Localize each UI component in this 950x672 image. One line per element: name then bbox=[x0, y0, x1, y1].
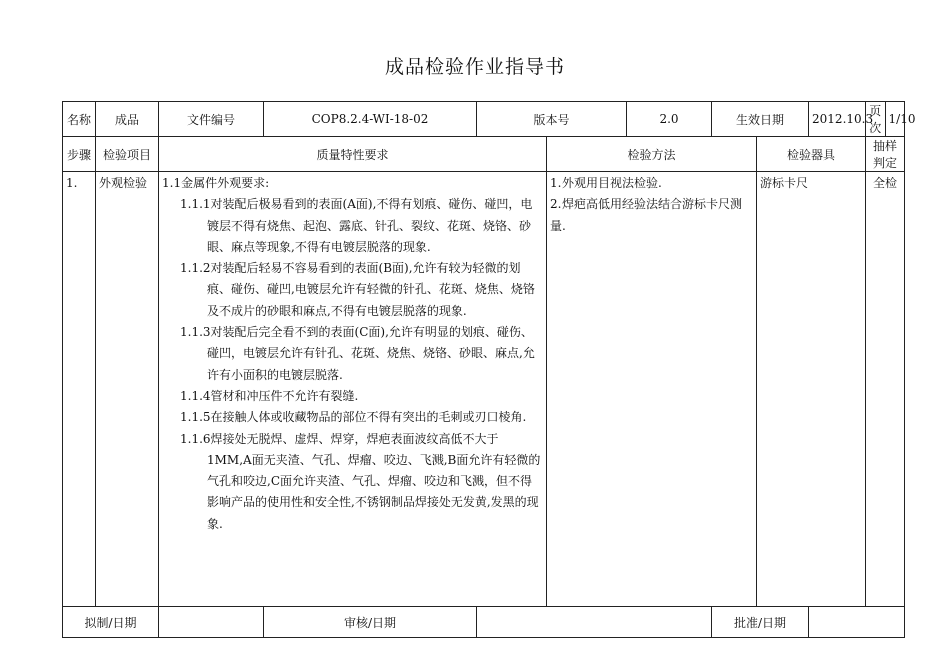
doc-no-value: COP8.2.4-WI-18-02 bbox=[264, 102, 477, 137]
col-method: 检验方法 bbox=[547, 137, 757, 172]
version-label: 版本号 bbox=[477, 102, 627, 137]
col-item: 检验项目 bbox=[96, 137, 159, 172]
column-header-row bbox=[63, 137, 905, 172]
effective-date-label: 生效日期 bbox=[712, 102, 809, 137]
document-title: 成品检验作业指导书 bbox=[384, 56, 565, 78]
method-1-num: 1. bbox=[550, 176, 562, 190]
method-cell bbox=[547, 172, 757, 607]
drafted-label: 拟制/日期 bbox=[63, 607, 159, 638]
section-heading: 1.1金属件外观要求: bbox=[162, 176, 270, 190]
method-2 bbox=[550, 194, 753, 237]
requirement-1-1-3: 1.1.3对装配后完全看不到的表面(C面),允许有明显的划痕、碰伤、碰凹，电镀层允许有针孔、花斑、烧焦、烧铬、砂眼、麻点,允许有小面积的电镀层脱落. bbox=[180, 325, 535, 382]
method-2-text: 焊疤高低用经验法结合游标卡尺测量. bbox=[550, 197, 743, 233]
method-1-text: 外观用目视法检验. bbox=[562, 176, 662, 190]
name-value: 成品 bbox=[96, 102, 159, 137]
requirement-cell bbox=[159, 172, 547, 607]
doc-no-label: 文件编号 bbox=[159, 102, 264, 137]
requirement-1-1-6: 1.1.6焊接处无脱焊、虚焊、焊穿，焊疤表面波纹高低不大于1MM,A面无夹渣、气孔、焊瘤、咬边、飞溅,B面允许有轻微的气孔和咬边,C面允许夹渣、气孔、焊瘤、咬边和飞溅，但不得影响产品的使用性和安全性,不锈钢制品焊接处无发黄,发黑的现象. bbox=[180, 431, 541, 531]
reviewed-value[interactable] bbox=[477, 607, 712, 638]
approved-value[interactable] bbox=[809, 607, 905, 638]
col-instrument: 检验器具 bbox=[757, 137, 866, 172]
approved-label: 批准/日期 bbox=[712, 607, 809, 638]
signature-row bbox=[63, 607, 905, 638]
col-sampling: 抽样判定 bbox=[866, 137, 905, 172]
row-step: 1. bbox=[63, 172, 96, 607]
page-value: 1/10 bbox=[885, 102, 904, 137]
instruction-table bbox=[62, 101, 916, 638]
reviewed-label: 审核/日期 bbox=[264, 607, 477, 638]
requirement-1-1-5: 1.1.5在接触人体或收藏物品的部位不得有突出的毛刺或刃口棱角. bbox=[180, 410, 527, 425]
method-1 bbox=[550, 173, 753, 194]
header-row bbox=[63, 102, 905, 137]
sampling-cell: 全检 bbox=[866, 172, 905, 607]
requirement-1-1-1: 1.1.1对装配后极易看到的表面(A面),不得有划痕、碰伤、碰凹，电镀层不得有烧焦、起泡、露底、针孔、裂纹、花斑、烧铬、砂眼、麻点等现象,不得有电镀层脱落的现象. bbox=[180, 197, 533, 254]
requirement-1-1-2: 1.1.2对装配后轻易不容易看到的表面(B面),允许有较为轻微的划痕、碰伤、碰凹,电镀层允许有轻微的针孔、花斑、烧焦、烧铬及不成片的砂眼和麻点,不得有电镀层脱落的现象. bbox=[180, 261, 535, 318]
inspection-row bbox=[63, 172, 905, 607]
name-label: 名称 bbox=[63, 102, 96, 137]
version-value: 2.0 bbox=[627, 102, 712, 137]
col-step: 步骤 bbox=[63, 137, 96, 172]
method-2-num: 2. bbox=[550, 197, 562, 212]
col-requirement: 质量特性要求 bbox=[159, 137, 547, 172]
instrument-cell: 游标卡尺 bbox=[757, 172, 866, 607]
requirement-1-1-4: 1.1.4管材和冲压件不允许有裂缝. bbox=[180, 388, 359, 403]
page-label: 页次 bbox=[866, 102, 885, 137]
effective-date-value: 2012.10.3 bbox=[809, 102, 866, 137]
row-item: 外观检验 bbox=[96, 172, 159, 607]
drafted-value[interactable] bbox=[159, 607, 264, 638]
